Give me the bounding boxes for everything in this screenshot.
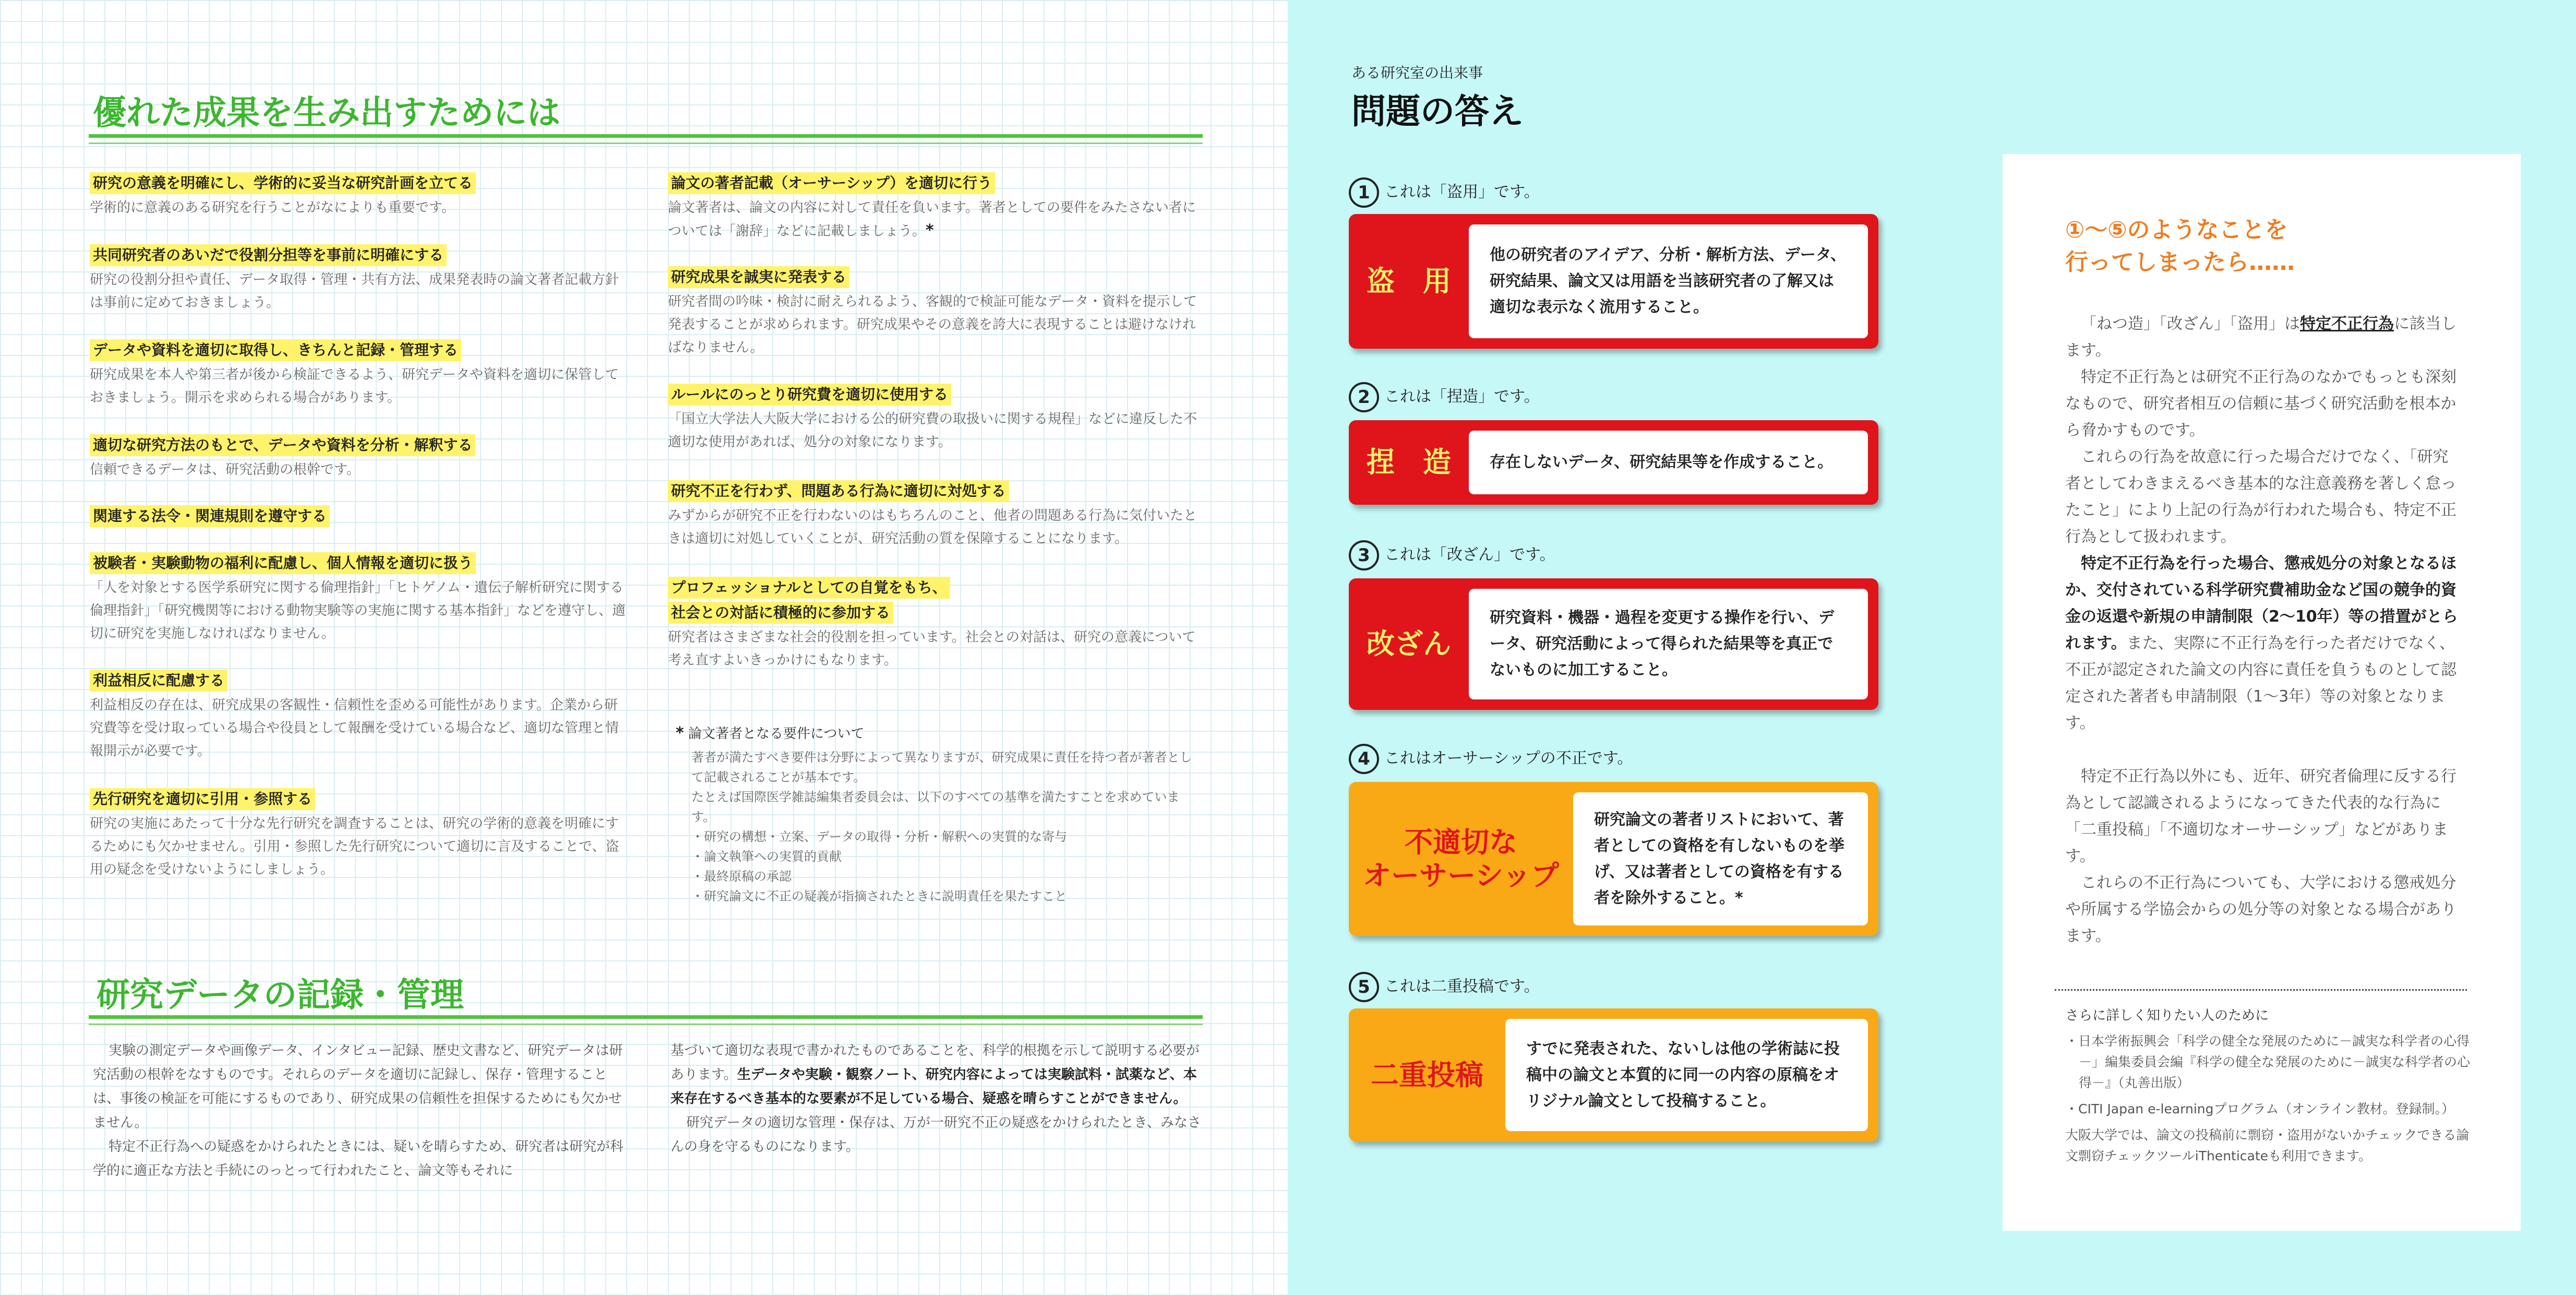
card-p3: これらの行為を故意に行った場合だけでなく、「研究者としてわきまえるべき基本的な注意義務を著しく怠ったこと」により上記の行為が行われた場合も、特定不正行為として扱われます。: [2065, 448, 2457, 546]
guideline-item: [668, 577, 1205, 672]
note-line: ・研究の構想・立案、データの取得・分析・解釈への実質的な寄与: [691, 829, 1067, 844]
guideline-body: 論文著者は、論文の内容に対して責任を負います。著者としての要件をみたさない者については「謝辞」などに記載しましょう。*: [668, 200, 1196, 240]
section2-col1: [93, 1039, 625, 1183]
card-title: ①〜⑤のようなことを 行ってしまったら……: [2065, 217, 2295, 276]
answer-desc: 研究資料・機器・過程を変更する操作を行い、データ、研究活動によって得られた結果等を真正でないものに加工すること。: [1469, 589, 1868, 699]
guideline-item: [90, 172, 627, 219]
section2-rule: [89, 1015, 1203, 1019]
divider: [2055, 989, 2467, 991]
guideline-heading: 論文の著者記載（オーサーシップ）を適切に行う: [668, 172, 995, 194]
note-line: 著者が満たすべき要件は分野によって異なりますが、研究成果に責任を持つ者が著者として記載されることが基本です。: [691, 750, 1192, 785]
section2-rule-thin: [89, 1024, 1203, 1025]
answer-term: 不適切な オーサーシップ: [1363, 825, 1559, 892]
guideline-body: 研究者はさまざまな社会的役割を担っています。社会との対話は、研究の意義について考え直すよいきっかけにもなります。: [668, 629, 1196, 668]
answer-desc: すでに発表された、ないしは他の学術誌に投稿中の論文と本質的に同一の内容の原稿をオリジナル論文として投稿すること。: [1505, 1019, 1868, 1131]
card-p5: 特定不正行為以外にも、近年、研究者倫理に反する行為として認識されるようになってきた代表的な行為に「二重投稿」「不適切なオーサーシップ」などがあります。: [2065, 767, 2457, 865]
guideline-body: 研究成果を本人や第三者が後から検証できるよう、研究データや資料を適切に保管しておきましょう。開示を求められる場合があります。: [90, 367, 619, 406]
guideline-item: [668, 384, 1205, 454]
answer-box: [1349, 1008, 1878, 1142]
guideline-item: [90, 788, 627, 881]
guideline-heading: 適切な研究方法のもとで、データや資料を分析・解釈する: [90, 434, 475, 456]
answer-label: 2 これは「捏造」です。: [1349, 382, 1540, 412]
asterisk-icon: *: [1735, 888, 1743, 907]
number-badge: 1: [1349, 177, 1379, 208]
answer-desc: 他の研究者のアイデア、分析・解析方法、データ、研究結果、論文又は用語を当該研究者の了解又は適切な表示なく流用すること。: [1469, 224, 1868, 338]
guideline-body: 「国立大学法人大阪大学における公的研究費の取扱いに関する規程」などに違反した不適切な使用があれば、処分の対象になります。: [668, 411, 1197, 450]
section2-col2: [670, 1039, 1203, 1159]
answer-label: 4 これはオーサーシップの不正です。: [1349, 744, 1633, 774]
guideline-heading: 研究成果を誠実に発表する: [668, 266, 849, 288]
guideline-item: [668, 266, 1205, 359]
section1-rule-thin: [89, 142, 1203, 144]
guideline-item: [668, 172, 1205, 243]
note-body: [691, 747, 1197, 906]
answer-box: [1349, 420, 1878, 505]
section2-title: 研究データの記録・管理: [97, 976, 464, 1015]
asterisk-icon: *: [926, 221, 934, 240]
guideline-heading: 共同研究者のあいだで役割分担等を事前に明確にする: [90, 244, 447, 266]
note-line: ・論文執筆への実質的貢献: [691, 849, 842, 864]
section1-rule: [89, 134, 1203, 138]
answer-term: 改ざん: [1367, 627, 1451, 660]
answer-term: 捏 造: [1367, 446, 1451, 479]
section2-p2: 特定不正行為への疑惑をかけられたときには、疑いを晴らすため、研究者は研究が科学的に適正な方法と手続にのっとって行われたこと、論文等もそれに: [93, 1139, 624, 1179]
closing-note: 大阪大学では、論文の投稿前に剽窃・盗用がないかチェックできる論文剽窃チェックツールiThenticateも利用できます。: [2065, 1127, 2470, 1163]
guideline-heading: ルールにのっとり研究費を適切に使用する: [668, 384, 951, 406]
guideline-body: 利益相反の存在は、研究成果の客観性・信頼性を歪める可能性があります。企業から研究費等を受け取っている場合や役員として報酬を受けている場合など、適切な管理と情報開示が必要です。: [90, 697, 619, 759]
answer-term: 二重投稿: [1371, 1058, 1483, 1091]
guideline-heading: 先行研究を適切に引用・参照する: [90, 788, 315, 810]
guideline-body: 「人を対象とする医学系研究に関する倫理指針」「ヒトゲノム・遺伝子解析研究に関する倫理指針」「研究機関等における動物実験等の実施に関する基本指針」などを遵守し、適切に研究を実施しなければなりません。: [90, 580, 626, 641]
number-badge: 5: [1349, 972, 1379, 1002]
guideline-item: [668, 480, 1205, 550]
guideline-item: [90, 505, 627, 527]
note-line: ・最終原稿の承認: [691, 869, 792, 884]
page-title: 問題の答え: [1351, 91, 1524, 132]
guideline-body: みずからが研究不正を行わないのはもちろんのこと、他者の問題ある行為に気付いたときは適切に対処していくことが、研究活動の質を保障することになります。: [668, 508, 1197, 546]
guideline-heading: 研究不正を行わず、問題ある行為に適切に対処する: [668, 480, 1009, 502]
answer-desc: 研究論文の著者リストにおいて、著者としての資格を有しないものを挙げ、又は著者としての資格を有する者を除外すること。*: [1573, 792, 1868, 925]
answer-term: 盗 用: [1367, 265, 1451, 298]
number-badge: 4: [1349, 744, 1379, 774]
kicker: ある研究室の出来事: [1351, 64, 1483, 81]
answer-label: 5 これは二重投稿です。: [1349, 972, 1540, 1002]
section2-p1: 実験の測定データや画像データ、インタビュー記録、歴史文書など、研究データは研究活動の根幹をなすものです。それらのデータを適切に記録し、保存・管理することは、事後の検証を可能にするものであり、研究成果の信頼性を担保するためにも欠かせません。: [93, 1043, 623, 1131]
section1-title: 優れた成果を生み出すためには: [93, 94, 560, 133]
guideline-item: [90, 670, 627, 763]
number-badge: 2: [1349, 382, 1379, 412]
reference-list: [2065, 1031, 2472, 1167]
guideline-body: 信頼できるデータは、研究活動の根幹です。: [90, 462, 360, 478]
answer-label: 3 これは「改ざん」です。: [1349, 540, 1555, 571]
number-badge: 3: [1349, 540, 1379, 571]
guideline-heading: 関連する法令・関連規則を遵守する: [90, 505, 330, 527]
answer-box: [1349, 782, 1878, 936]
note-line: たとえば国際医学雑誌編集者委員会は、以下のすべての基準を満たすことを求めています。: [691, 790, 1180, 824]
answer-box: [1349, 578, 1878, 710]
note-line: ・研究論文に不正の疑義が指摘されたときに説明責任を果たすこと: [691, 889, 1067, 904]
guideline-body: 学術的に意義のある研究を行うことがなによりも重要です。: [90, 200, 455, 216]
guideline-heading: データや資料を適切に取得し、きちんと記録・管理する: [90, 339, 461, 361]
section2-p3: 基づいて適切な表現で書かれたものであることを、科学的根拠を示して説明する必要があります。生データや実験・観察ノート、研究内容によっては実験試料・試薬など、本来存在するべき基本的な要素が不足している場合、疑惑を晴らすことができません。: [670, 1043, 1200, 1107]
guideline-heading: 利益相反に配慮する: [90, 670, 227, 692]
guideline-heading: プロフェッショナルとしての自覚をもち、: [668, 577, 950, 599]
guideline-body: 研究者間の吟味・検討に耐えられるよう、客観的で検証可能なデータ・資料を提示して発表することが求められます。研究成果やその意義を誇大に表現することは避けなければなりません。: [668, 294, 1197, 355]
answer-desc: 存在しないデータ、研究結果等を作成すること。: [1469, 431, 1868, 494]
authorship-note: [676, 723, 1197, 906]
note-heading: 論文著者となる要件について: [688, 726, 865, 742]
consequences-card: [2003, 154, 2521, 1231]
guideline-item: [90, 244, 627, 314]
card-p6: これらの不正行為についても、大学における懲戒処分や所属する学協会からの処分等の対象となる場合があります。: [2065, 874, 2457, 945]
guideline-item: [90, 552, 627, 645]
card-p2: 特定不正行為とは研究不正行為のなかでもっとも深刻なもので、研究者相互の信頼に基づく研究活動を根本から脅かすものです。: [2065, 368, 2457, 439]
more-heading: さらに詳しく知りたい人のために: [2065, 1008, 2269, 1024]
guideline-heading-line2: 社会との対話に積極的に参加する: [668, 602, 893, 624]
asterisk-icon: *: [676, 724, 684, 742]
guideline-body: 研究の実施にあたって十分な先行研究を調査することは、研究の学術的意義を明確にするためにも欠かせません。引用・参照した先行研究について適切に言及することで、盗用の疑念を受けないようにしましょう。: [90, 816, 619, 877]
reference-item: ・日本学術振興会「科学の健全な発展のために－誠実な科学者の心得－」編集委員会編『科学の健全な発展のために－誠実な科学者の心得－』（丸善出版）: [2065, 1033, 2471, 1090]
card-p1: 「ねつ造」「改ざん」「盗用」は特定不正行為に該当します。: [2065, 315, 2457, 360]
answer-label: 1 これは「盗用」です。: [1349, 177, 1540, 208]
answer-box: [1349, 214, 1878, 349]
reference-item: ・CITI Japan e-learningプログラム（オンライン教材。登録制。）: [2065, 1101, 2454, 1116]
card-p4: 特定不正行為を行った場合、懲戒処分の対象となるほか、交付されている科学研究費補助金など国の競争的資金の返還や新規の申請制限（2〜10年）等の措置がとられます。また、実際に不正行為を行った者だけでなく、不正が認定された論文の内容に責任を負うものとして認定された著者も申請制限（1〜3年）等の対象となります。: [2065, 554, 2458, 732]
guideline-heading: 被験者・実験動物の福利に配慮し、個人情報を適切に扱う: [90, 552, 476, 574]
guideline-body: 研究の役割分担や責任、データ取得・管理・共有方法、成果発表時の論文著者記載方針は事前に定めておきましょう。: [90, 272, 619, 311]
guideline-heading: 研究の意義を明確にし、学術的に妥当な研究計画を立てる: [90, 172, 476, 194]
guideline-item: [90, 434, 627, 481]
guideline-item: [90, 339, 627, 409]
card-body: [2065, 311, 2462, 949]
section2-p4: 研究データの適切な管理・保存は、万が一研究不正の疑惑をかけられたとき、みなさんの身を守るものになります。: [670, 1115, 1201, 1155]
